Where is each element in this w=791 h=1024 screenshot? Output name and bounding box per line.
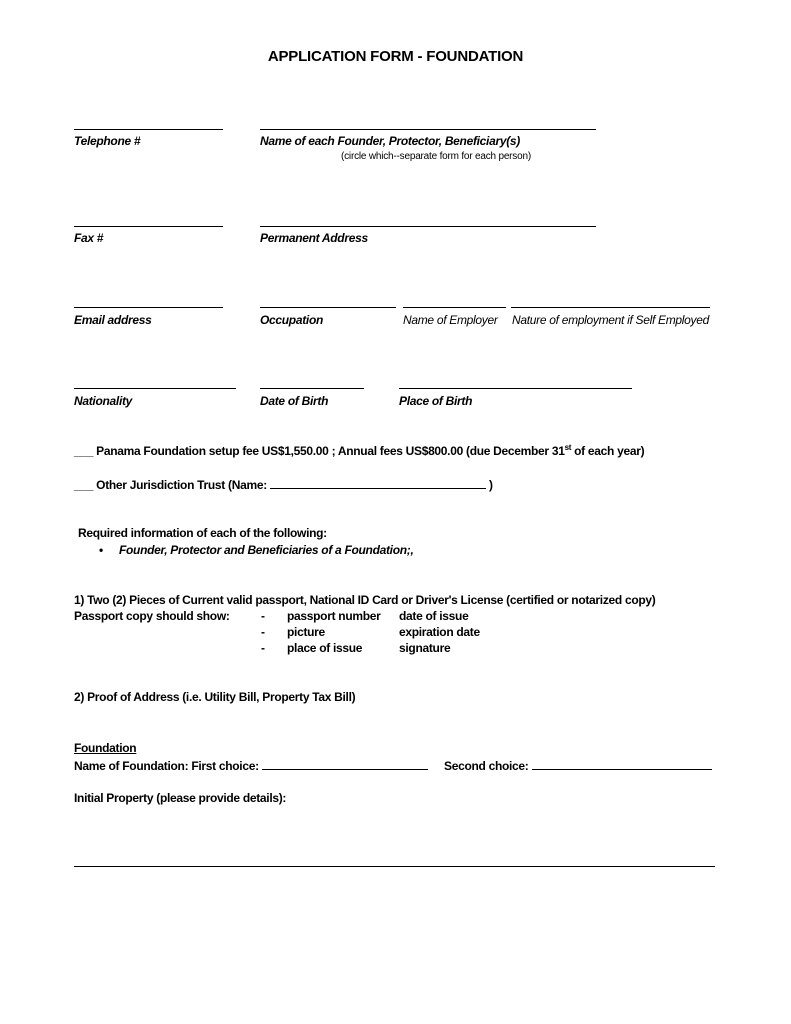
nature-employment-label: Nature of employment if Self Employed — [512, 313, 709, 327]
option-blank[interactable]: ___ — [74, 478, 94, 492]
passport-dash: - — [261, 609, 265, 623]
occupation-label: Occupation — [260, 313, 324, 327]
employer-line[interactable] — [403, 307, 506, 308]
passport-dash: - — [261, 625, 265, 639]
foundation-name-row — [74, 758, 428, 773]
passport-dash: - — [261, 641, 265, 655]
other-trust-close: ) — [489, 478, 493, 492]
passport-col1-item: place of issue — [287, 641, 363, 655]
first-choice-label: Name of Foundation: First choice: — [74, 759, 259, 773]
foundation-heading: Foundation — [74, 741, 137, 755]
panama-foundation-option[interactable] — [74, 444, 644, 458]
names-note: (circle which--separate form for each person) — [341, 151, 531, 162]
initial-property-line[interactable] — [74, 866, 715, 867]
bullet-text: Founder, Protector and Beneficiaries of a Foundation;, — [119, 543, 414, 557]
other-trust-option[interactable] — [74, 477, 493, 492]
other-trust-text: Other Jurisdiction Trust (Name: — [96, 478, 267, 492]
first-choice-field[interactable] — [262, 758, 428, 770]
nationality-label: Nationality — [74, 394, 133, 408]
nature-employment-line[interactable] — [511, 307, 710, 308]
telephone-label: Telephone # — [74, 134, 141, 148]
email-line[interactable] — [74, 307, 223, 308]
fax-label: Fax # — [74, 231, 104, 245]
option-blank[interactable]: ___ — [74, 444, 94, 458]
other-trust-name-field[interactable] — [270, 477, 486, 489]
item1-text: 1) Two (2) Pieces of Current valid passport, National ID Card or Driver's License (certified or notarized copy) — [74, 593, 656, 607]
second-choice-label: Second choice: — [444, 759, 529, 773]
panama-fee-sup: st — [564, 443, 572, 452]
nationality-line[interactable] — [74, 388, 236, 389]
panama-fee-text: Panama Foundation setup fee US$1,550.00 ; Annual fees US$800.00 (due December 31 — [96, 444, 565, 458]
occupation-line[interactable] — [260, 307, 396, 308]
place-of-birth-label: Place of Birth — [399, 394, 473, 408]
pob-line[interactable] — [399, 388, 632, 389]
second-choice-row — [444, 758, 712, 773]
names-label: Name of each Founder, Protector, Beneficiary(s) — [260, 134, 520, 148]
passport-col2-item: expiration date — [399, 625, 480, 639]
passport-copy-label: Passport copy should show: — [74, 609, 230, 623]
page-title: APPLICATION FORM - FOUNDATION — [267, 48, 524, 65]
employer-label: Name of Employer — [403, 313, 498, 327]
required-heading: Required information of each of the following: — [78, 526, 327, 540]
permanent-address-label: Permanent Address — [260, 231, 368, 245]
passport-col1-item: passport number — [287, 609, 381, 623]
address-line[interactable] — [260, 226, 596, 227]
passport-col2-item: signature — [399, 641, 451, 655]
item2-text: 2) Proof of Address (i.e. Utility Bill, Property Tax Bill) — [74, 690, 356, 704]
required-bullet — [99, 543, 414, 557]
passport-col2-item: date of issue — [399, 609, 469, 623]
initial-property-label: Initial Property (please provide details): — [74, 791, 287, 805]
fax-line[interactable] — [74, 226, 223, 227]
dob-line[interactable] — [260, 388, 364, 389]
date-of-birth-label: Date of Birth — [260, 394, 329, 408]
telephone-line[interactable] — [74, 129, 223, 130]
email-label: Email address — [74, 313, 152, 327]
panama-fee-suffix: of each year) — [571, 444, 645, 458]
second-choice-field[interactable] — [532, 758, 712, 770]
passport-col1-item: picture — [287, 625, 325, 639]
bullet-icon: • — [99, 543, 103, 557]
names-line[interactable] — [260, 129, 596, 130]
